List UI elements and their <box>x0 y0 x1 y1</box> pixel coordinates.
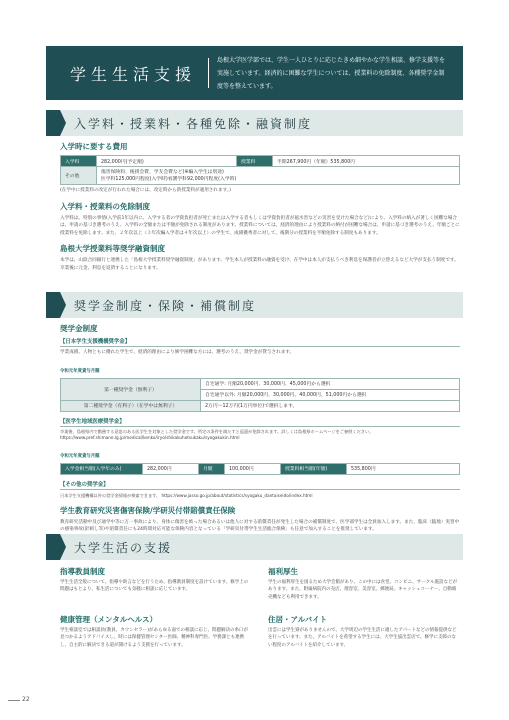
jasso-heading: 【日本学生支援機構奨学金】 <box>60 337 460 347</box>
jasso-type1-label: 第一種奨学金（無利子） <box>61 378 201 400</box>
housing-heading: 住居・アルバイト <box>268 615 328 624</box>
other-fee-label: その他 <box>61 167 97 185</box>
insurance-heading: 学生教育研究災害傷害保険/学研災付帯賠償責任保険 <box>60 505 236 515</box>
header-description: 島根大学医学部では、学生一人ひとりに応じたきめ細やかな学生相談、修学支援等を実施しています。経済的に困難な学生については、授業料の免除制度、各種奨学金制度等を整えています。 <box>217 56 446 90</box>
health-text: 学生相談室では相談員(教員、カウンセラー)があらゆる面での相談に応じ、問題解決の糸口が見つかるようアドバイスし、時には保健管理センター医師、精神科専門医、学務課とも連携し、自主的に解決できる道が開けるよう支援を行っています。 <box>60 628 249 648</box>
medical-text: 卒業後、島根県内で勤務する意思のある医学生を対象とした奨学金です。所定の条件を満たすと返還が免除されます。詳しくは島根県ホームページをご参照ください。 https://www.pref.shimane.lg.jp/medical/kenko/iryo/shikakuhotsukaku/syogakukin.html <box>60 429 374 441</box>
advisor-heading: 指導教員制度 <box>60 567 105 576</box>
medical-month-value: 100,000円 <box>225 463 281 474</box>
health-block <box>60 614 252 649</box>
section-title-fees: 入学料・授業料・各種免除・融資制度 <box>74 116 313 131</box>
section-title-campus-life: 大学生活の支援 <box>74 540 173 555</box>
medical-entry-value: 282,000円 <box>143 463 199 474</box>
other-scholarship-text: 日本学生支援機構以外の奨学金情報が検索できます。 https://www.jasso.go.jp/about/statistics/syogaku_dantaiseido/index.html <box>60 493 313 499</box>
campus-support-row-2 <box>60 614 460 649</box>
other-fee-value: 傷害保険料、後援会費、学友会費など(※編入学生は別途) 医学科125,000円程度(入学時)看護学科92,000円程度(入学時) <box>97 167 460 185</box>
insurance-text: 教育研究活動中及び通学中等に万一事故により、身体に傷害を被った場合あるいは他人に対する賠償責任が発生した場合の補償制度で、医学部学生は全員加入します。また、臨床（臨地）実習中の感染事故(針刺し等)や賠償責任にも24時間対応可能な保険内容となっている「学研災付帯学生生活総合保険」も任意で加入することを推奨しています。 <box>60 519 460 533</box>
entry-fee-value: 282,000円(予定額) <box>97 156 237 167</box>
costs-heading: 入学時に要する費用 <box>60 142 128 151</box>
campus-support-row-1 <box>60 566 460 601</box>
welfare-heading: 福利厚生 <box>268 567 298 576</box>
header-divider <box>208 58 209 88</box>
costs-note: (在学中に授業料の改定が行われた場合には、改定時から新授業料が適用されます。) <box>60 188 231 194</box>
health-heading: 健康管理（メンタルヘルス） <box>60 615 157 624</box>
jasso-year-label: 令和元年度貸与月額 <box>60 368 100 374</box>
medical-table <box>60 463 460 475</box>
costs-table <box>60 155 460 185</box>
jasso-type1-home: 自宅通学: 月額20,000円、30,000円、45,000円から選択 <box>201 378 460 389</box>
jasso-type2-label: 第二種奨学金（有利子）（在学中は無利子） <box>61 400 201 411</box>
loan-text: 本学は、山陰合同銀行と連携した「島根大学授業料奨学融資制度」があります。学生本人が授業料の融資を受け、在学中は本人が支払うべき利息を保護者が立替えるなど大学が支払う制度です。卒業後に元金、利息を返済することになります。 <box>60 258 459 271</box>
page-number-rule <box>8 700 20 701</box>
exemption-heading: 入学料・授業料の免除制度 <box>60 201 150 211</box>
section-title-scholarship: 奨学金制度・保険・補償制度 <box>74 298 257 313</box>
medical-entry-label: 入学金相当額(入学年のみ) <box>61 463 143 474</box>
page-title: 学生生活支援 <box>70 64 197 84</box>
scholarship-heading: 奨学金制度 <box>60 324 98 333</box>
welfare-text: 学生の福利厚生を図るため大学会館があり、この中には食堂、コンビニ、サークル施設などがあります。また、附属病院内の売店、理容室、美容室、郵便局、キャッシュコーナー、自動販売機なども利用できます。 <box>268 580 457 600</box>
page-header <box>46 46 463 100</box>
other-scholarship-heading: 【その他の奨学金】 <box>60 480 460 490</box>
medical-month-label: 月額 <box>199 463 225 474</box>
jasso-table <box>60 378 460 413</box>
tuition-label: 授業料 <box>237 156 273 167</box>
page-number: 22 <box>22 696 30 703</box>
scholarship-section <box>60 323 460 534</box>
jasso-type1-away: 自宅通学以外: 月額20,000円、30,000円、40,000円、51,000円から選択 <box>201 389 460 400</box>
section-bar-scholarship <box>46 292 463 318</box>
entry-fee-label: 入学料 <box>61 156 97 167</box>
exemption-text: 入学料は、特別の事情(入学前1年以内に、入学する者の学資負担者が死亡または入学する者もしくは学資負担者が風水害などの災害を受けた場合など)により、入学料の納入が著しく困難な場合は、申請の基づき選考のうえ、入学料の全額または半額が免除される制度があります。授業料については、経済的理由により授業料の納付が困難な場合は、申請に基づき選考のうえ、年額ごとに授業料を免除します。また、２年次以上（３年次編入学者は４年次以上）の学生で、成績優秀者に対して、後期分の授業料を半額免除する制度もあります。 <box>60 215 460 236</box>
advisor-text: 学生生活全般について、指導や助言などを行うため、指導教員制度を設けています。修学上の問題はもとより、私生活についても気軽に相談に応じています。 <box>60 580 249 593</box>
advisor-block <box>60 566 252 601</box>
jasso-text: 学業成績、人物ともに優れた学生で、経済的理由により修学困難な方には、選考のうえ、奨学金が貸与されます。 <box>60 350 295 355</box>
tuition-value: 半期267,900円（年額）535,800円 <box>273 156 460 167</box>
section-bar-fees <box>46 110 463 136</box>
fees-section <box>60 141 460 272</box>
welfare-block <box>268 566 460 601</box>
medical-year-fee-label: 授業料相当額(年額) <box>281 463 347 474</box>
section-bar-campus-life <box>46 534 463 560</box>
housing-block <box>268 614 460 649</box>
medical-year-fee-value: 535,800円 <box>347 463 460 474</box>
medical-heading: 【医学生地域医療奨学金】 <box>60 417 460 427</box>
medical-year-label: 令和元年度貸与月額 <box>60 453 100 459</box>
jasso-type2-value: 2万円〜12万円(1万円単位)で選択します。 <box>201 400 460 411</box>
loan-heading: 島根大学授業料等奨学融資制度 <box>60 244 165 254</box>
housing-text: 出雲には学生寮がありませんので、大学周辺の学生生活に適したアパートなどの情報提供などを行っています。また、アルバイトを希望する学生には、大学生協出雲店で、修学に支障のない程度のアルバイトを紹介しています。 <box>268 628 457 648</box>
